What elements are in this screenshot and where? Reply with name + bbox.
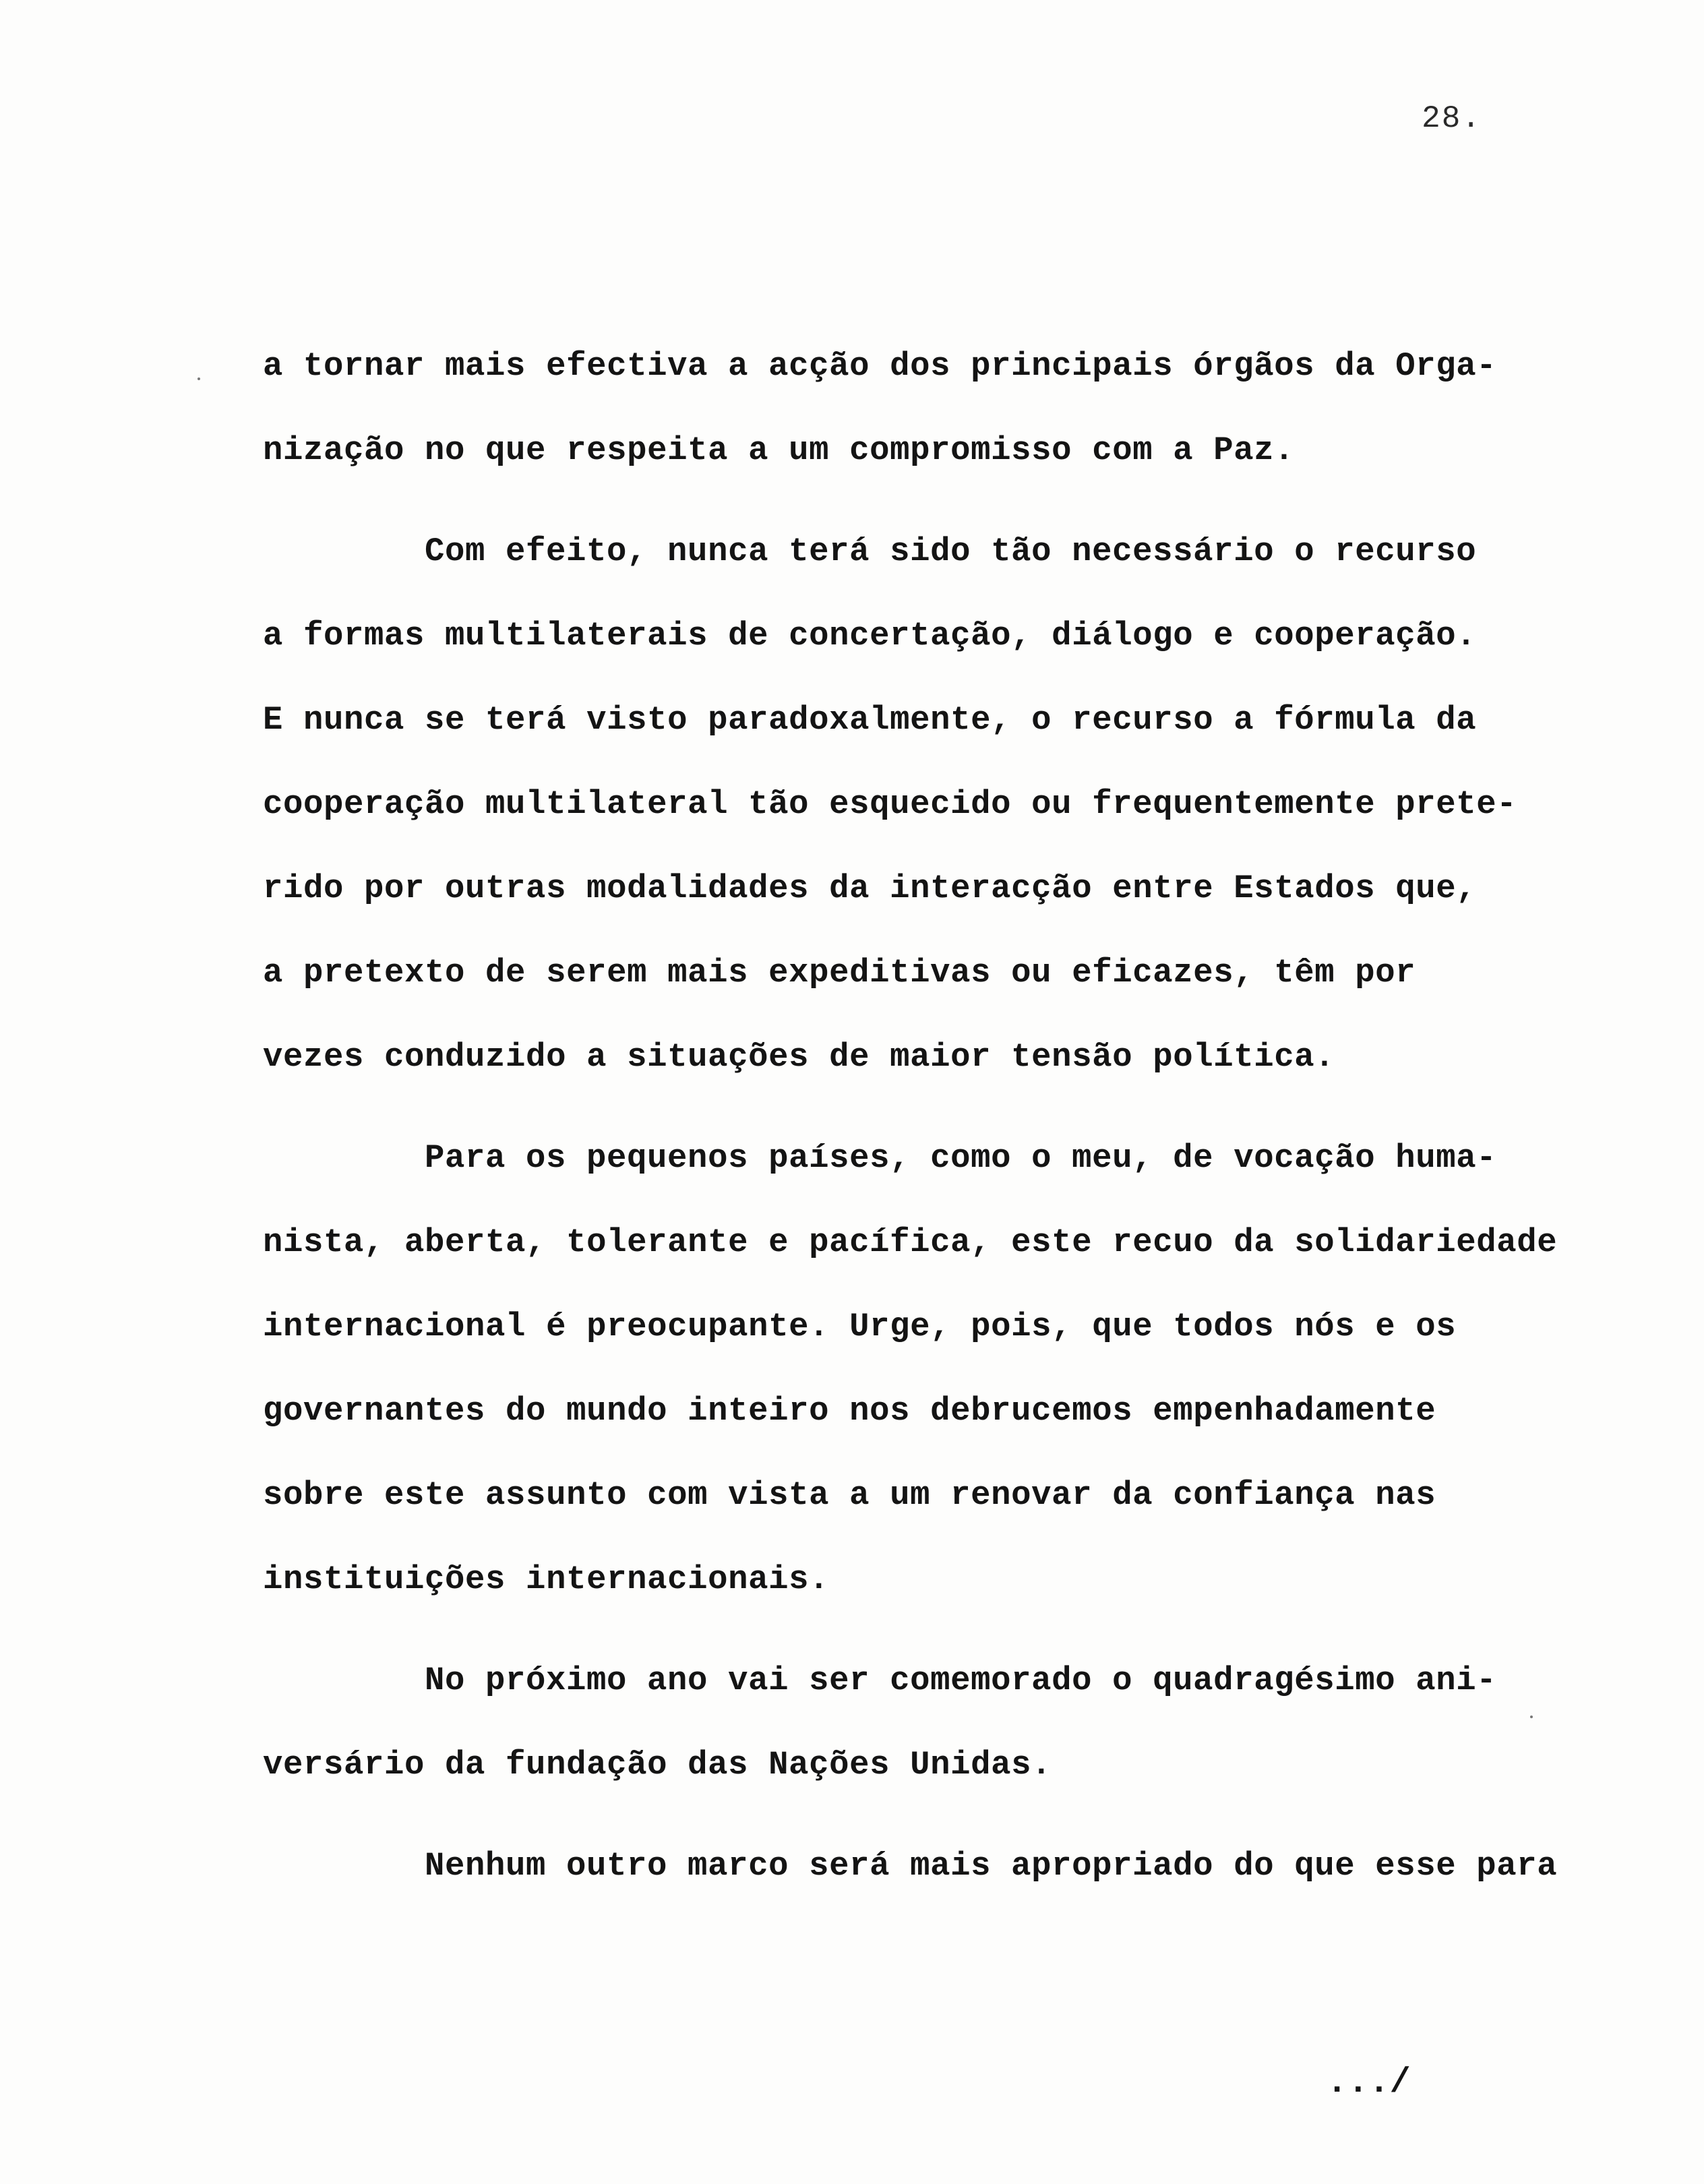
text-line: Nenhum outro marco será mais apropriado do que esse para (425, 1847, 1558, 1885)
text-line: internacional é preocupante. Urge, pois, que todos nós e os (263, 1308, 1457, 1345)
text-line: sobre este assunto com vista a um renovar da confiança nas (263, 1476, 1436, 1514)
text-line: a formas multilaterais de concertação, diálogo e cooperação. (263, 617, 1477, 655)
text-line: nista, aberta, tolerante e pacífica, este recuo da solidariedade (263, 1223, 1558, 1261)
text-line: No próximo ano vai ser comemorado o quadragésimo ani- (425, 1662, 1497, 1699)
text-line: a pretexto de serem mais expeditivas ou eficazes, têm por (263, 954, 1416, 992)
text-line: versário da fundação das Nações Unidas. (263, 1746, 1052, 1784)
text-line: a tornar mais efectiva a acção dos principais órgãos da Orga- (263, 347, 1497, 385)
text-line: rido por outras modalidades da interacção entre Estados que, (263, 870, 1477, 907)
text-line: Com efeito, nunca terá sido tão necessário o recurso (425, 533, 1477, 570)
text-line: E nunca se terá visto paradoxalmente, o recurso a fórmula da (263, 701, 1477, 739)
text-line: governantes do mundo inteiro nos debrucemos empenhadamente (263, 1392, 1436, 1430)
scan-speck (197, 377, 200, 380)
page-number: 28. (1422, 101, 1482, 136)
text-line: instituições internacionais. (263, 1560, 830, 1598)
continuation-mark: .../ (1327, 2063, 1411, 2102)
scan-speck (1530, 1716, 1533, 1718)
text-line: cooperação multilateral tão esquecido ou frequentemente prete- (263, 785, 1517, 823)
text-line: Para os pequenos países, como o meu, de vocação huma- (425, 1139, 1497, 1177)
text-line: nização no que respeita a um compromisso com a Paz. (263, 431, 1295, 469)
text-line: vezes conduzido a situações de maior tensão política. (263, 1038, 1335, 1076)
